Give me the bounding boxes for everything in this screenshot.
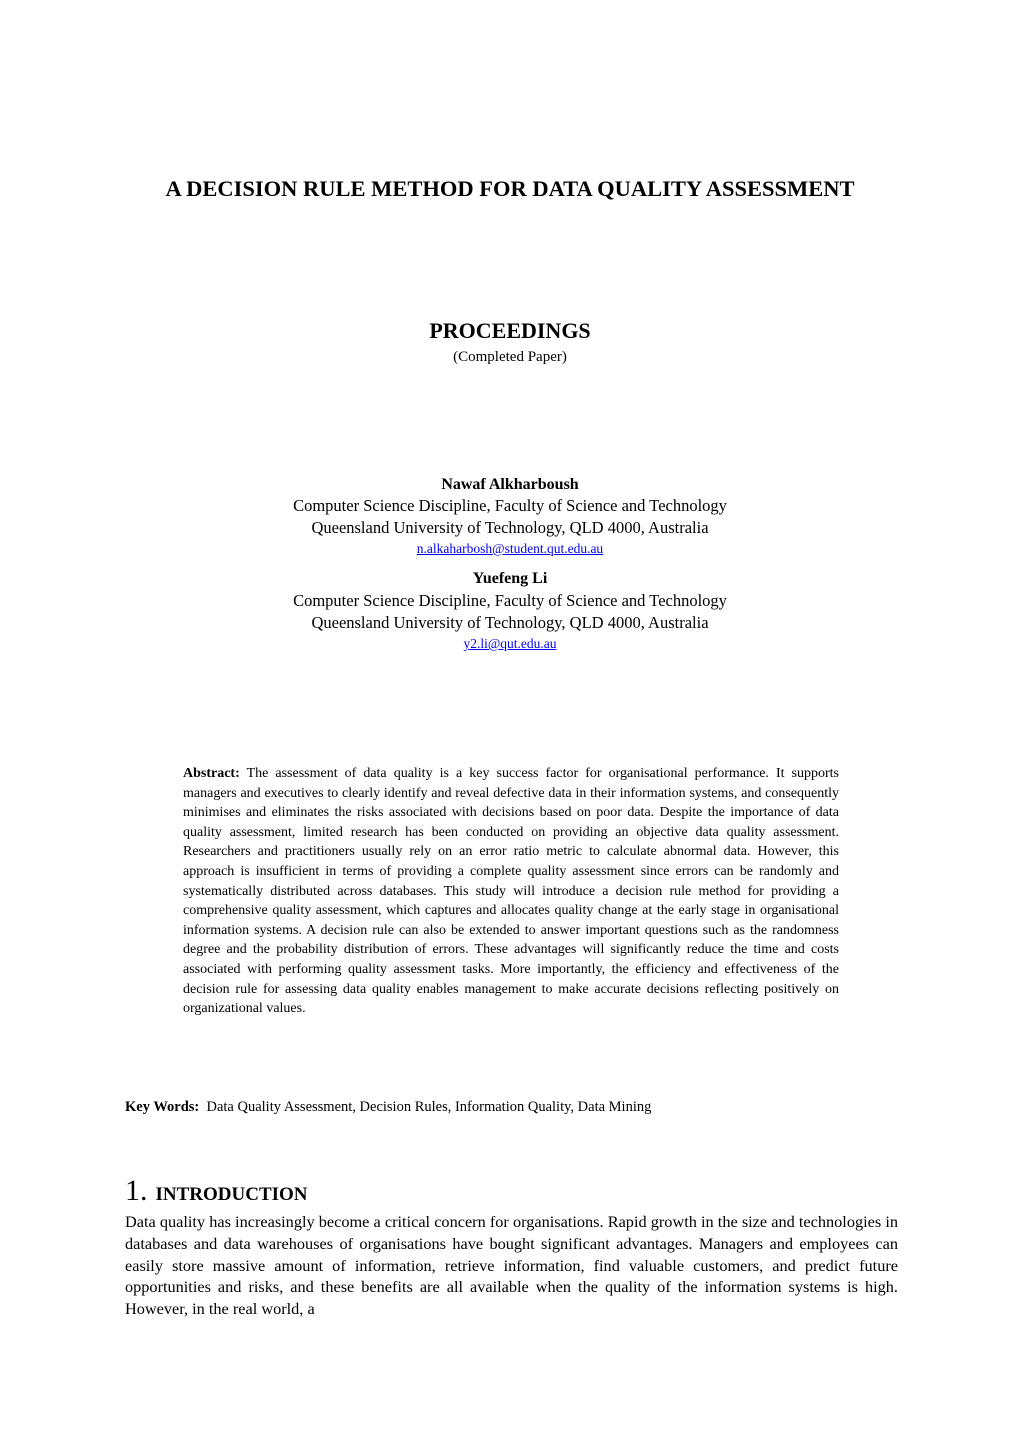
keywords-text: Data Quality Assessment, Decision Rules, Information Quality, Data Mining <box>206 1099 652 1115</box>
proceedings-heading: PROCEEDINGS <box>429 318 591 343</box>
section-1-heading <box>125 1174 308 1208</box>
abstract-label: Abstract: <box>183 766 240 781</box>
author-1-name: Nawaf Alkharboush <box>441 476 579 493</box>
abstract-text: The assessment of data quality is a key success factor for organisational performance. It supports managers and executives to clearly identify and reveal defective data in their information systems, and consequently minimises and eliminates the risks associated with decisions based on poor data. Despite the importance of data quality assessment, limited research has been conducted on providing an objective data quality assessment. Researchers and practitioners usually rely on an error ratio metric to calculate abnormal data. However, this approach is insufficient in terms of providing a complete quality assessment since errors can be randomly and systematically distributed across databases. This study will introduce a decision rule method for providing a comprehensive quality assessment, which captures and allocates quality change at the early stage in organisational information systems. A decision rule can also be extended to answer important questions such as the randomness degree and the probability distribution of errors. These advantages will significantly reduce the time and costs associated with performing quality assessment tasks. More importantly, the efficiency and effectiveness of the decision rule for assessing data quality enables management to make accurate decisions reflecting positively on organizational values. <box>183 766 839 1017</box>
author-2-name: Yuefeng Li <box>472 570 548 587</box>
author-2-email-row <box>0 635 1020 653</box>
keywords <box>125 1099 898 1116</box>
paper-type: (Completed Paper) <box>453 349 567 365</box>
keywords-label: Key Words: <box>125 1099 200 1115</box>
introduction-paragraph: Data quality has increasingly become a critical concern for organisations. Rapid growth in the size and technologies in databases and data warehouses of organisations have bought significant advantages. Managers and employees can easily store massive amount of information, retrieve information, find valuable customers, and predict future opportunities and risks, and these benefits are all available when the quality of the information systems is high. However, in the real world, a <box>125 1212 898 1319</box>
author-1-affiliation-line1: Computer Science Discipline, Faculty of Science and Technology <box>293 496 727 515</box>
paper-title: A DECISION RULE METHOD FOR DATA QUALITY ASSESSMENT <box>165 176 855 201</box>
abstract <box>183 764 839 1019</box>
author-2-email-link[interactable]: y2.li@qut.edu.au <box>463 636 557 651</box>
author-2-affiliation-line1: Computer Science Discipline, Faculty of Science and Technology <box>293 591 727 610</box>
section-1-title: INTRODUCTION <box>155 1184 308 1205</box>
section-1-number: 1. <box>125 1174 148 1207</box>
author-1-email-link[interactable]: n.alkaharbosh@student.qut.edu.au <box>416 541 604 556</box>
author-2-affiliation-line2: Queensland University of Technology, QLD 4000, Australia <box>311 613 709 632</box>
author-1-email-row <box>0 540 1020 558</box>
author-1-affiliation-line2: Queensland University of Technology, QLD 4000, Australia <box>311 518 709 537</box>
